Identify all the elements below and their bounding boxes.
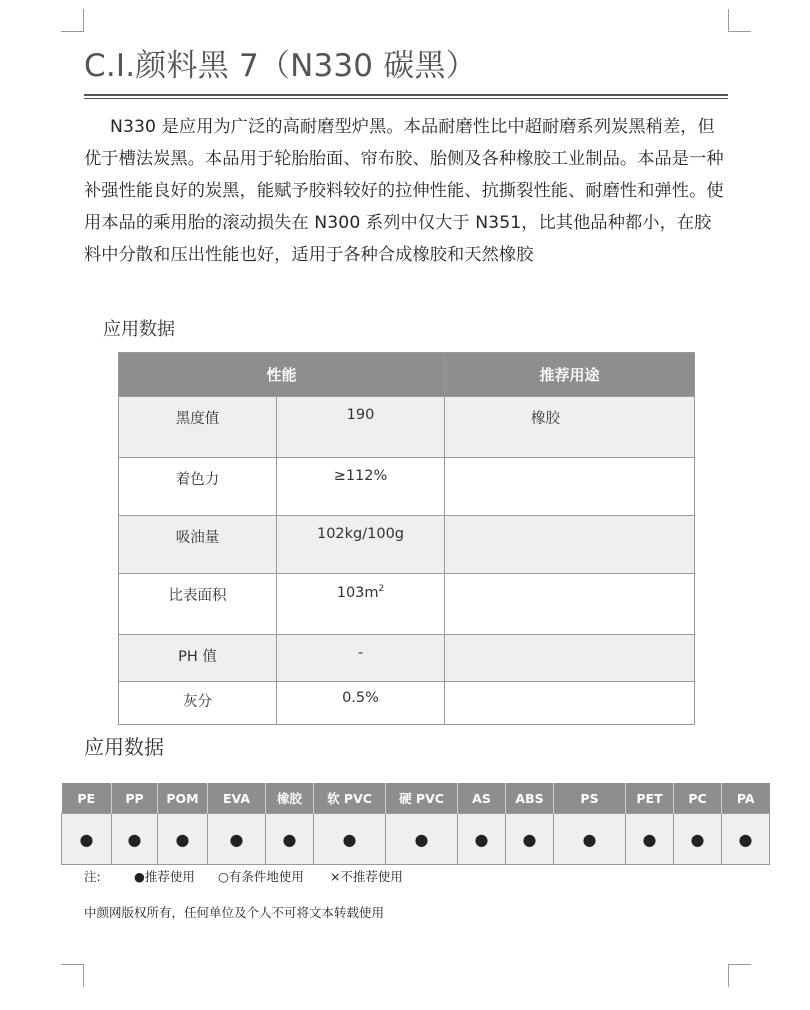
legend <box>84 867 403 885</box>
property-name: 灰分 <box>183 694 212 710</box>
property-usage: 橡胶 <box>531 411 560 427</box>
app-header-rigid-pvc: 硬 PVC <box>386 783 458 814</box>
property-usage <box>445 635 694 645</box>
property-usage <box>445 682 694 692</box>
property-usage <box>445 516 694 526</box>
table-row <box>119 635 695 682</box>
property-usage <box>445 458 694 468</box>
page-title: C.I.颜料黑 7（N330 碳黑） <box>84 48 477 84</box>
app-header-pa: PA <box>722 783 770 814</box>
table-row <box>119 458 695 516</box>
app-value-as: ● <box>458 814 506 865</box>
legend-conditional: ○有条件地使用 <box>217 869 304 884</box>
app-value-pa: ● <box>722 814 770 865</box>
title-rule-thin <box>84 98 728 99</box>
app-value-rubber: ● <box>266 814 314 865</box>
property-value-superscript: 2 <box>378 584 385 594</box>
app-header-soft-pvc: 软 PVC <box>314 783 386 814</box>
crop-mark-bottom-left <box>61 964 84 987</box>
app-value-eva: ● <box>208 814 266 865</box>
app-header-eva: EVA <box>208 783 266 814</box>
table-row <box>119 682 695 725</box>
property-value: 0.5% <box>342 690 379 706</box>
application-table <box>61 783 770 865</box>
section-title-applications: 应用数据 <box>84 735 164 759</box>
app-header-pc: PC <box>674 783 722 814</box>
property-name: 吸油量 <box>175 530 220 546</box>
property-value: 190 <box>346 407 375 423</box>
property-name: 着色力 <box>175 472 220 488</box>
table-row <box>119 574 695 635</box>
property-name: PH 值 <box>178 649 217 665</box>
properties-header-row <box>119 353 695 397</box>
app-value-pom: ● <box>158 814 208 865</box>
app-value-pc: ● <box>674 814 722 865</box>
application-header-row <box>62 783 770 814</box>
application-value-row <box>62 814 770 865</box>
app-header-pe: PE <box>62 783 112 814</box>
legend-not-recommended: ×不推荐使用 <box>329 869 403 884</box>
app-header-abs: ABS <box>506 783 554 814</box>
app-header-as: AS <box>458 783 506 814</box>
app-value-pp: ● <box>112 814 158 865</box>
copyright-notice: 中颜网版权所有，任何单位及个人不可将文本转载使用 <box>84 905 385 920</box>
app-header-rubber: 橡胶 <box>266 783 314 814</box>
legend-recommended: ●推荐使用 <box>133 869 195 884</box>
crop-mark-top-right <box>728 9 751 32</box>
property-value: - <box>357 645 364 661</box>
legend-note: 注: <box>84 869 101 884</box>
crop-mark-bottom-right <box>728 964 751 987</box>
intro-paragraph: N330 是应用为广泛的高耐磨型炉黑。本品耐磨性比中超耐磨系列炭黑稍差，但优于槽法炭黑。本品用于轮胎胎面、帘布胶、胎侧及各种橡胶工业制品。本品是一种补强性能良好的炭黑，能赋予胶料较好的拉伸性能、抗撕裂性能、耐磨性和弹性。使用本品的乘用胎的滚动损失在 N300 系列中仅大于 N351，比其他品种都小，在胶料中分散和压出性能也好，适用于各种合成橡胶和天然橡胶 <box>84 117 724 265</box>
section-title-properties: 应用数据 <box>103 319 175 340</box>
app-value-pe: ● <box>62 814 112 865</box>
app-header-pet: PET <box>626 783 674 814</box>
header-usage: 推荐用途 <box>445 353 695 397</box>
app-header-pom: POM <box>158 783 208 814</box>
property-usage <box>445 574 694 584</box>
app-header-pp: PP <box>112 783 158 814</box>
app-value-pet: ● <box>626 814 674 865</box>
table-row <box>119 516 695 574</box>
property-value: 103m <box>336 584 379 601</box>
table-row <box>119 397 695 458</box>
property-name: 比表面积 <box>168 588 227 604</box>
app-value-ps: ● <box>554 814 626 865</box>
property-value: ≥112% <box>333 468 388 484</box>
properties-table <box>118 352 695 725</box>
app-value-rigid-pvc: ● <box>386 814 458 865</box>
property-value-with-sup <box>277 574 444 601</box>
property-value: 102kg/100g <box>316 526 405 542</box>
crop-mark-top-left <box>61 9 84 32</box>
app-value-soft-pvc: ● <box>314 814 386 865</box>
title-rule-thick <box>84 94 728 96</box>
app-value-abs: ● <box>506 814 554 865</box>
property-name: 黑度值 <box>175 411 220 427</box>
app-header-ps: PS <box>554 783 626 814</box>
header-property: 性能 <box>119 353 445 397</box>
